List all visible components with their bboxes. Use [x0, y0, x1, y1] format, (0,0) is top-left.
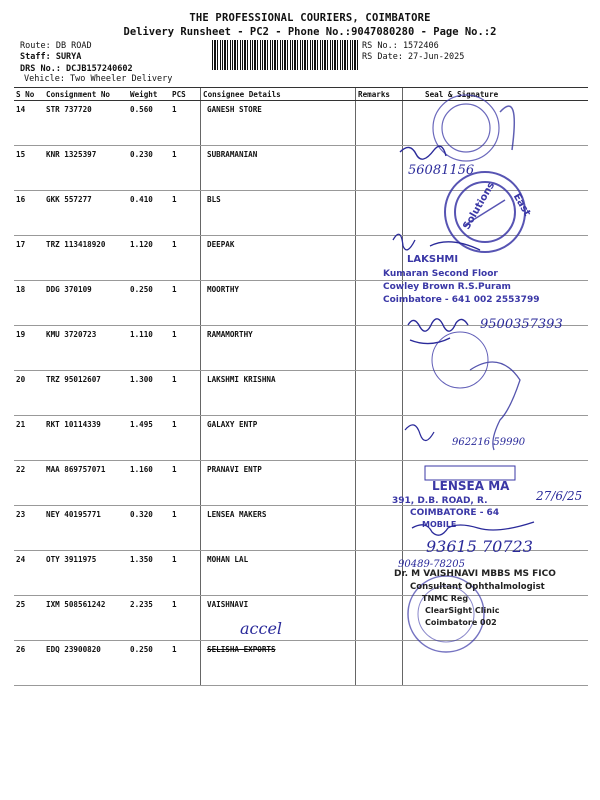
consignment-cell: IXM 508561242 — [44, 596, 128, 641]
sno-cell: 18 — [14, 281, 44, 326]
signature-cell — [403, 191, 589, 236]
sno-cell: 15 — [14, 146, 44, 191]
drs-label: DRS No.: DCJB157240602 — [20, 64, 133, 74]
consignment-cell: NEY 40195771 — [44, 506, 128, 551]
sno-cell: 24 — [14, 551, 44, 596]
signature-cell — [403, 551, 589, 596]
sno-cell: 19 — [14, 326, 44, 371]
lakshmi-stamp-line4: Coimbatore - 641 002 2553799 — [383, 295, 540, 305]
weight-cell: 0.230 — [128, 146, 170, 191]
remarks-cell — [356, 281, 403, 326]
col-signature-header: Seal & Signature — [403, 88, 589, 101]
lakshmi-stamp-line2: Kumaran Second Floor — [383, 269, 498, 279]
consignment-cell: GKK 557277 — [44, 191, 128, 236]
pcs-cell: 1 — [170, 101, 201, 146]
vehicle-label: Vehicle: Two Wheeler Delivery — [24, 74, 173, 84]
staff-label: Staff: SURYA — [20, 52, 82, 62]
doctor-stamp-line2: Consultant Ophthalmologist — [410, 582, 545, 592]
signature-cell — [403, 326, 589, 371]
barcode — [212, 40, 358, 70]
signature-cell — [403, 461, 589, 506]
weight-cell: 2.235 — [128, 596, 170, 641]
weight-cell: 1.110 — [128, 326, 170, 371]
table-row — [14, 236, 588, 281]
lensea-stamp-line3: COIMBATORE - 64 — [410, 508, 500, 518]
signature-cell — [403, 236, 589, 281]
pcs-cell: 1 — [170, 551, 201, 596]
col-weight-header: Weight — [128, 88, 170, 101]
remarks-cell — [356, 416, 403, 461]
weight-cell: 0.320 — [128, 506, 170, 551]
consignment-cell: TRZ 95012607 — [44, 371, 128, 416]
remarks-cell — [356, 146, 403, 191]
pcs-cell: 1 — [170, 416, 201, 461]
col-pcs-header: PCS — [170, 88, 201, 101]
consignee-cell — [201, 641, 356, 686]
handwriting-row19-phone: 9500357393 — [480, 317, 563, 332]
consignment-cell: KMU 3720723 — [44, 326, 128, 371]
table-row — [14, 596, 588, 641]
runsheet-table — [14, 87, 588, 686]
sno-cell: 16 — [14, 191, 44, 236]
table-row — [14, 416, 588, 461]
sno-cell: 21 — [14, 416, 44, 461]
consignment-cell: DDG 370109 — [44, 281, 128, 326]
signature-cell — [403, 101, 589, 146]
signature-cell — [403, 641, 589, 686]
pcs-cell: 1 — [170, 236, 201, 281]
table-row — [14, 191, 588, 236]
consignee-cell: MOORTHY — [201, 281, 356, 326]
weight-cell: 0.410 — [128, 191, 170, 236]
remarks-cell — [356, 506, 403, 551]
signature-cell — [403, 416, 589, 461]
lensea-stamp-line4: MOBILE — [422, 520, 457, 529]
table-row — [14, 461, 588, 506]
col-consignee-header: Consignee Details — [201, 88, 356, 101]
doctor-stamp-line1: Dr. M VAISHNAVI MBBS MS FICO — [394, 569, 556, 579]
pcs-cell: 1 — [170, 326, 201, 371]
consignment-cell: KNR 1325397 — [44, 146, 128, 191]
sno-cell: 22 — [14, 461, 44, 506]
table-row — [14, 146, 588, 191]
pcs-cell: 1 — [170, 371, 201, 416]
pcs-cell: 1 — [170, 146, 201, 191]
weight-cell: 0.250 — [128, 641, 170, 686]
table-row — [14, 506, 588, 551]
sno-cell: 14 — [14, 101, 44, 146]
runsheet-subtitle: Delivery Runsheet - PC2 - Phone No.:9047080280 - Page No.:2 — [123, 26, 497, 38]
handwriting-row25: 90489-78205 — [398, 559, 466, 570]
signature-cell — [403, 371, 589, 416]
consignment-cell: OTY 3911975 — [44, 551, 128, 596]
consignee-cell: MOHAN LAL — [201, 551, 356, 596]
sno-cell: 23 — [14, 506, 44, 551]
pcs-cell: 1 — [170, 461, 201, 506]
signature-cell — [403, 596, 589, 641]
weight-cell: 0.250 — [128, 281, 170, 326]
consignee-cell: GANESH STORE — [201, 101, 356, 146]
company-title: THE PROFESSIONAL COURIERS, COIMBATORE — [189, 12, 431, 24]
pcs-cell: 1 — [170, 191, 201, 236]
lakshmi-stamp-line3: Cowley Brown R.S.Puram — [383, 282, 511, 292]
east-stamp-text-1: Solutions — [461, 180, 498, 232]
sno-cell: 26 — [14, 641, 44, 686]
consignee-cell: RAMAMORTHY — [201, 326, 356, 371]
table-row — [14, 281, 588, 326]
table-row — [14, 101, 588, 146]
consignment-cell: RKT 10114339 — [44, 416, 128, 461]
signature-cell — [403, 281, 589, 326]
handwriting-row15: 56081156 — [408, 163, 475, 178]
pcs-cell: 1 — [170, 596, 201, 641]
consignment-cell: TRZ 113418920 — [44, 236, 128, 281]
table-row — [14, 641, 588, 686]
col-consignment-header: Consignment No — [44, 88, 128, 101]
consignee-cell: SUBRAMANIAN — [201, 146, 356, 191]
pcs-cell: 1 — [170, 506, 201, 551]
signature-cell — [403, 506, 589, 551]
col-remarks-header: Remarks — [356, 88, 403, 101]
remarks-cell — [356, 236, 403, 281]
table-header-row — [14, 88, 588, 101]
lensea-stamp-line1: LENSEA MA — [432, 479, 510, 493]
doctor-stamp-line4: ClearSight Clinic — [425, 606, 500, 615]
remarks-cell — [356, 596, 403, 641]
doctor-stamp-line3: TNMC Reg — [422, 594, 469, 603]
lensea-stamp-line2: 391, D.B. ROAD, R. — [392, 496, 488, 506]
signature-cell — [403, 146, 589, 191]
weight-cell: 1.120 — [128, 236, 170, 281]
doctor-stamp-line5: Coimbatore 002 — [425, 618, 497, 627]
route-label: Route: DB ROAD — [20, 41, 92, 51]
weight-cell: 1.300 — [128, 371, 170, 416]
pcs-cell: 1 — [170, 281, 201, 326]
lakshmi-stamp-line1: LAKSHMI — [407, 254, 459, 265]
consignment-cell: STR 737720 — [44, 101, 128, 146]
consignee-cell: GALAXY ENTP — [201, 416, 356, 461]
consignee-cell: LAKSHMI KRISHNA — [201, 371, 356, 416]
consignee-cell: LENSEA MAKERS — [201, 506, 356, 551]
consignment-cell: MAA 869757071 — [44, 461, 128, 506]
remarks-cell — [356, 326, 403, 371]
weight-cell: 1.495 — [128, 416, 170, 461]
sno-cell: 25 — [14, 596, 44, 641]
consignee-cell: DEEPAK — [201, 236, 356, 281]
handwriting-row24-phone: 93615 70723 — [426, 537, 533, 556]
handwriting-row22: 962216 59990 — [452, 437, 526, 448]
handwriting-row26: accel — [240, 619, 283, 638]
sno-cell: 17 — [14, 236, 44, 281]
sno-cell: 20 — [14, 371, 44, 416]
remarks-cell — [356, 641, 403, 686]
remarks-cell — [356, 371, 403, 416]
rs-no-label: RS No.: 1572406 — [362, 41, 439, 51]
remarks-cell — [356, 191, 403, 236]
rs-date-label: RS Date: 27-Jun-2025 — [362, 52, 465, 62]
weight-cell: 1.160 — [128, 461, 170, 506]
col-sno-header: S No — [14, 88, 44, 101]
pcs-cell: 1 — [170, 641, 201, 686]
table-row — [14, 371, 588, 416]
table-row — [14, 326, 588, 371]
consignment-cell: EDQ 23900820 — [44, 641, 128, 686]
handwriting-row23-date: 27/6/25 — [536, 489, 583, 503]
remarks-cell — [356, 101, 403, 146]
remarks-cell — [356, 461, 403, 506]
consignee-cell: PRANAVI ENTP — [201, 461, 356, 506]
struck-consignee: SELISHA EXPORTS — [207, 645, 276, 654]
consignee-cell: BLS — [201, 191, 356, 236]
weight-cell: 1.350 — [128, 551, 170, 596]
weight-cell: 0.560 — [128, 101, 170, 146]
east-stamp-text-2: East — [510, 191, 533, 219]
remarks-cell — [356, 551, 403, 596]
consignee-cell: VAISHNAVI — [201, 596, 356, 641]
table-row — [14, 551, 588, 596]
